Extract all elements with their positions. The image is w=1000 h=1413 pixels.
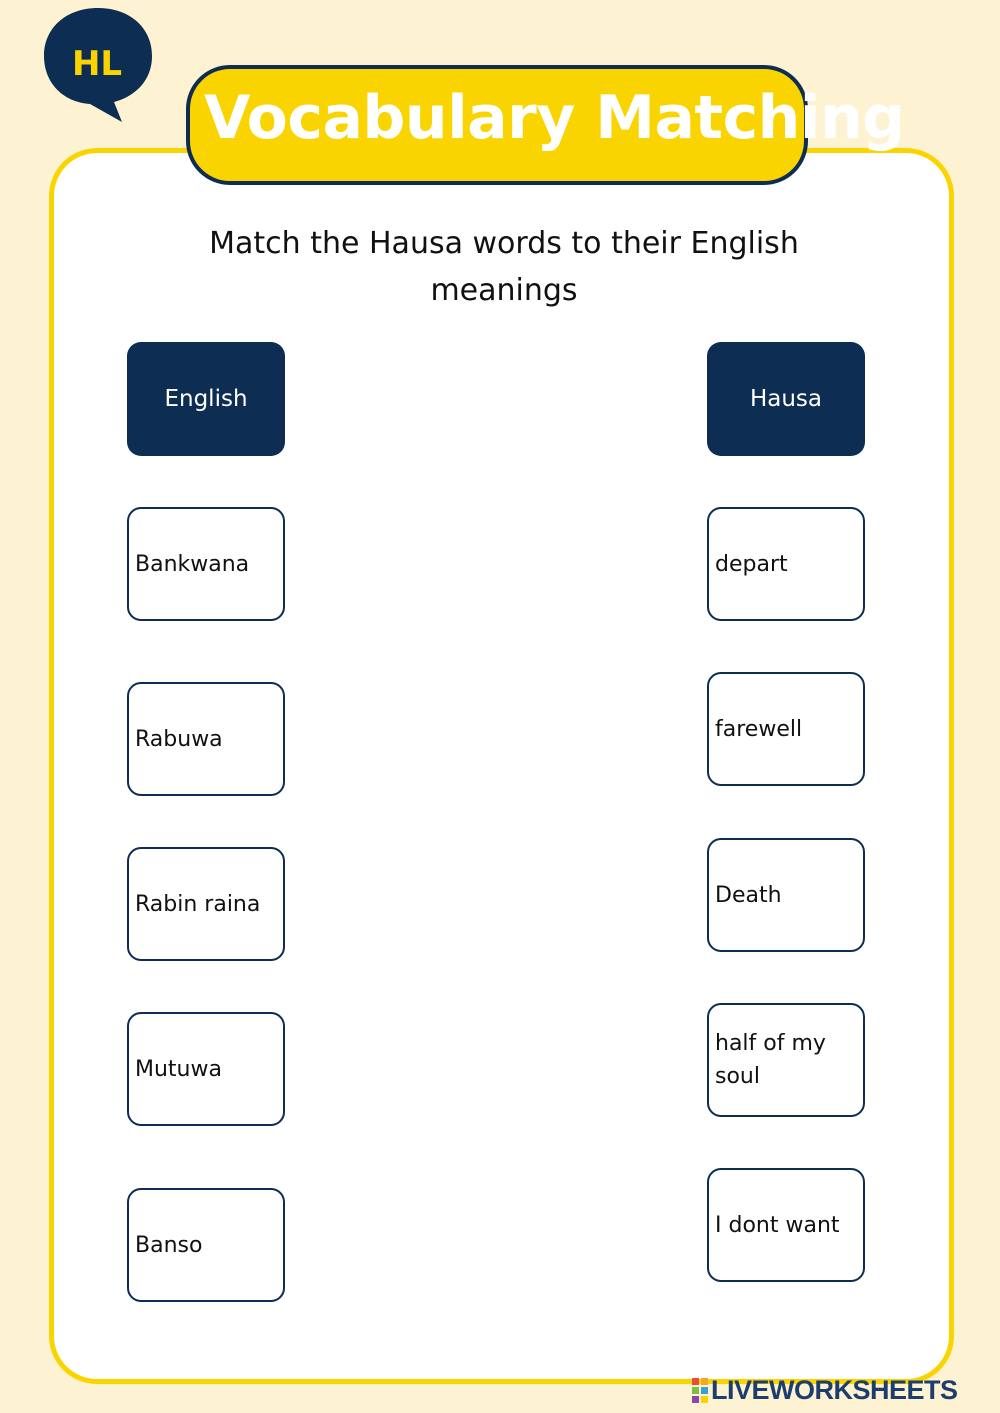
column-header-left: English: [127, 342, 285, 456]
liveworksheets-logo-icon: [692, 1378, 708, 1403]
right-word-box[interactable]: half of my soul: [707, 1003, 865, 1117]
column-header-right: Hausa: [707, 342, 865, 456]
logo-text: HL: [71, 44, 123, 84]
watermark-text: LIVEWORKSHEETS: [711, 1374, 958, 1405]
left-word-box[interactable]: Bankwana: [127, 507, 285, 621]
hl-logo: [42, 6, 154, 106]
left-word-box[interactable]: Mutuwa: [127, 1012, 285, 1126]
title-banner: [186, 65, 905, 185]
page-title: Vocabulary Matching: [204, 83, 905, 153]
right-word-box[interactable]: depart: [707, 507, 865, 621]
left-word-box[interactable]: Rabin raina: [127, 847, 285, 961]
liveworksheets-watermark: [692, 1372, 958, 1408]
right-word-box[interactable]: farewell: [707, 672, 865, 786]
instruction-text: Match the Hausa words to their English meanings: [209, 226, 799, 308]
left-word-box[interactable]: Rabuwa: [127, 682, 285, 796]
left-word-box[interactable]: Banso: [127, 1188, 285, 1302]
right-word-box[interactable]: Death: [707, 838, 865, 952]
right-word-box[interactable]: I dont want: [707, 1168, 865, 1282]
